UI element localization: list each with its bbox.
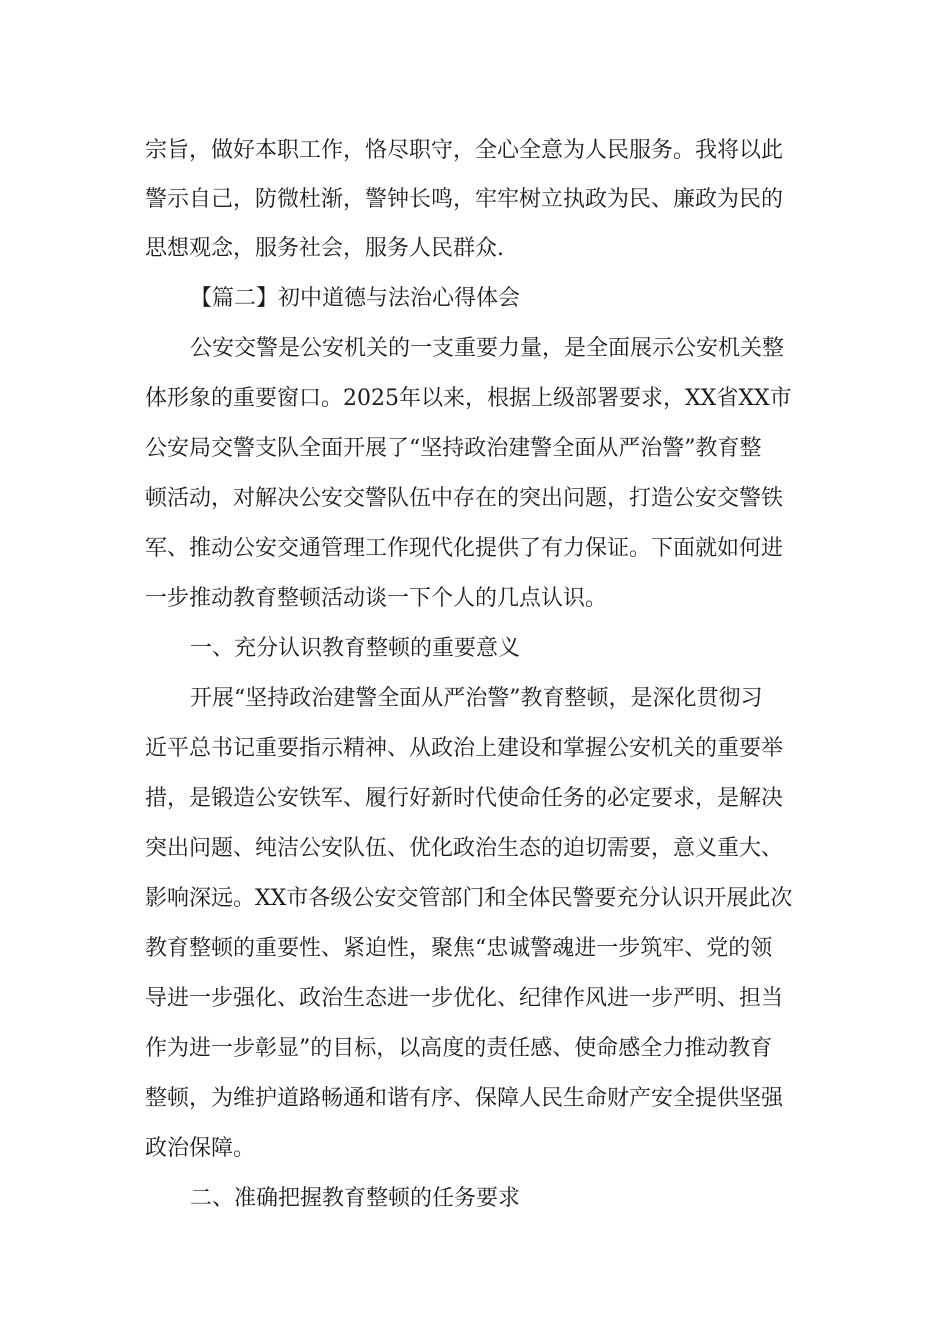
text-line: 开展“坚持政治建警全面从严治警”教育整顿，是深化贯彻习 — [190, 686, 763, 711]
text-line: 教育整顿的重要性、紧迫性，聚焦“忠诚警魂进一步筑牢、党的领 — [145, 936, 773, 961]
text-line: 一步推动教育整顿活动谈一下个人的几点认识。 — [145, 586, 608, 611]
text-line: 公安局交警支队全面开展了“坚持政治建警全面从严治警”教育整 — [145, 436, 762, 461]
text-line: 思想观念，服务社会，服务人民群众. — [145, 236, 504, 261]
text-line: 宗旨，做好本职工作，恪尽职守，全心全意为人民服务。我将以此 — [145, 138, 784, 163]
text-line: 军、推动公安交通管理工作现代化提供了有力保证。下面就如何进 — [145, 536, 784, 561]
text-line: 体形象的重要窗口。2025年以来，根据上级部署要求，XX省XX市 — [145, 386, 792, 411]
text-line: 突出问题、纯洁公安队伍、优化政治生态的迫切需要，意义重大、 — [145, 836, 784, 861]
text-line: 顿活动，对解决公安交警队伍中存在的突出问题，打造公安交警铁 — [145, 486, 784, 511]
text-line: 影响深远。XX市各级公安交管部门和全体民警要充分认识开展此次 — [145, 886, 793, 911]
text-line: 作为进一步彰显”的目标，以高度的责任感、使命感全力推动教育 — [145, 1036, 773, 1061]
text-line: 公安交警是公安机关的一支重要力量，是全面展示公安机关整 — [190, 336, 785, 361]
subheading: 二、准确把握教育整顿的任务要求 — [190, 1186, 521, 1211]
text-line: 导进一步强化、政治生态进一步优化、纪律作风进一步严明、担当 — [145, 986, 784, 1011]
text-line: 警示自己，防微杜渐，警钟长鸣，牢牢树立执政为民、廉政为民的 — [145, 187, 784, 212]
text-line: 近平总书记重要指示精神、从政治上建设和掌握公安机关的重要举 — [145, 736, 784, 761]
text-line: 政治保障。 — [145, 1136, 256, 1161]
section-heading: 【篇二】初中道德与法治心得体会 — [190, 286, 521, 311]
text-line: 措，是锻造公安铁军、履行好新时代使命任务的必定要求，是解决 — [145, 786, 784, 811]
text-line: 整顿，为维护道路畅通和谐有序、保障人民生命财产安全提供坚强 — [145, 1086, 784, 1111]
subheading: 一、充分认识教育整顿的重要意义 — [190, 636, 521, 661]
